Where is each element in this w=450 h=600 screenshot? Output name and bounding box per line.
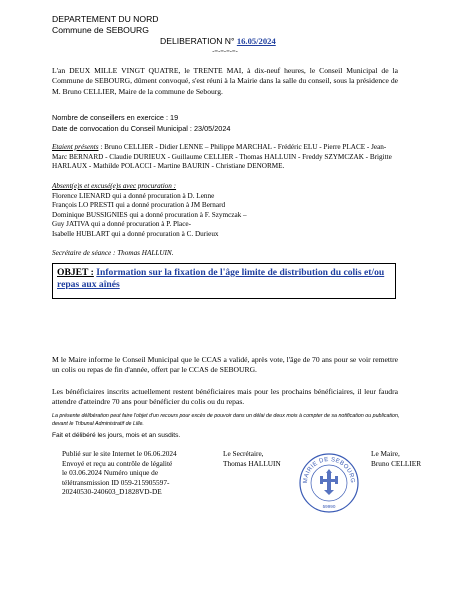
objet-title: Information sur la fixation de l'âge limite de distribution du colis et/ou repas aux aînés [57,267,385,290]
department-heading: DEPARTEMENT DU NORD [52,14,159,24]
publication-line: 20240530-240603_D1828VD-DE [62,487,162,497]
body-paragraph-1: M le Maire informe le Conseil Municipal que le CCAS a validé, après vote, l'âge de 70 ans pour se voir remettre un colis ou repas de fin d'année, offert par le CCAS de SEBOURG. [52,355,398,375]
mayor-signature [371,449,421,468]
objet-box [52,263,396,299]
absent-item: Dominique BUSSIGNIES qui a donné procuration à F. Szymczak – [52,210,247,219]
publication-line: le 03.06.2024 Numéro unique de [62,468,159,478]
presents-label: Etaient présents [52,143,99,151]
absents-block [52,182,398,240]
absent-item: Isabelle HUBLART qui a donné procuration à C. Durieux [52,229,219,238]
svg-text:MAIRIE DE SEBOURG: MAIRIE DE SEBOURG [302,456,356,484]
secretaire-line: Secrétaire de séance : Thomas HALLUIN. [52,249,174,257]
publication-line: Publié sur le site Internet le 06.06.2024 [62,449,177,458]
secretary-role: Le Secrétaire, [223,449,264,458]
publication-line: télétransmission ID 059-215905597- [62,477,170,487]
mayor-name: Bruno CELLIER [371,458,422,468]
secretary-signature [223,449,281,468]
presents-list: : Bruno CELLIER - Didier LENNE – Philippe MARCHAL - Frédéric ELU - Pierre PLACE - Jean-Marc BERNARD - Claudie DURIEUX - Guillaume CELLIER - Thomas HALLUIN - Freddy SZYMCZAK - Brigitte HARLAUX - Mathilde POLACCI - Martine BAURIN - Christiane DENORME. [52,143,392,171]
presents-block [52,143,398,172]
mairie-seal-stamp [298,452,360,514]
separator: -=-=-=-=- [212,48,238,55]
publication-info [62,449,177,497]
recourse-notice: La présente délibération peut faire l'objet d'un recours pour excès de pouvoir dans un délai de deux mois à compter de sa notification ou publication, devant le Tribunal Administratif de Lille. [52,413,400,427]
body-paragraph-2: Les bénéficiaires inscrits actuellement restent bénéficiaires mais pour les prochains bénéficiaires, il leur faudra attendre d'atteindre 70 ans pour bénéficier du colis ou du repas. [52,387,398,407]
intro-paragraph: L'an DEUX MILLE VINGT QUATRE, le TRENTE MAI, à dix-neuf heures, le Conseil Municipal de la Commune de SEBOURG, dûment convoqué, s'est réuni à la Mairie dans la salle du conseil, sous la présidence de M. Bruno CELLIER, Maire de la commune de Sebourg. [52,66,398,96]
deliberation-label: DELIBERATION N° [160,36,235,46]
deliberation-heading [160,36,276,46]
absent-item: Guy JATIVA qui a donné procuration à P. Place- [52,220,191,229]
absent-item: Florence LIENARD qui a donné procuration à D. Lenne [52,191,215,200]
objet-label: OBJET : [57,267,94,278]
commune-heading: Commune de SEBOURG [52,25,149,35]
mayor-role: Le Maire, [371,449,400,458]
svg-text:59990: 59990 [322,504,336,509]
conseillers-count: Nombre de conseillers en exercice : 19 [52,113,179,122]
publication-line: Envoyé et reçu au contrôle de légalité [62,458,173,468]
deliberation-number: 16.05/2024 [236,36,276,46]
absents-label: Absent(e)s et excusé(e)s avec procuration : [52,182,177,190]
secretary-name: Thomas HALLUIN [223,458,281,468]
convocation-date: Date de convocation du Conseil Municipal : 23/05/2024 [52,124,231,133]
fait-line: Fait et délibéré les jours, mois et an susdits. [52,432,181,439]
absent-item: François LO PRESTI qui a donné procuration à JM Bernard [52,201,226,210]
